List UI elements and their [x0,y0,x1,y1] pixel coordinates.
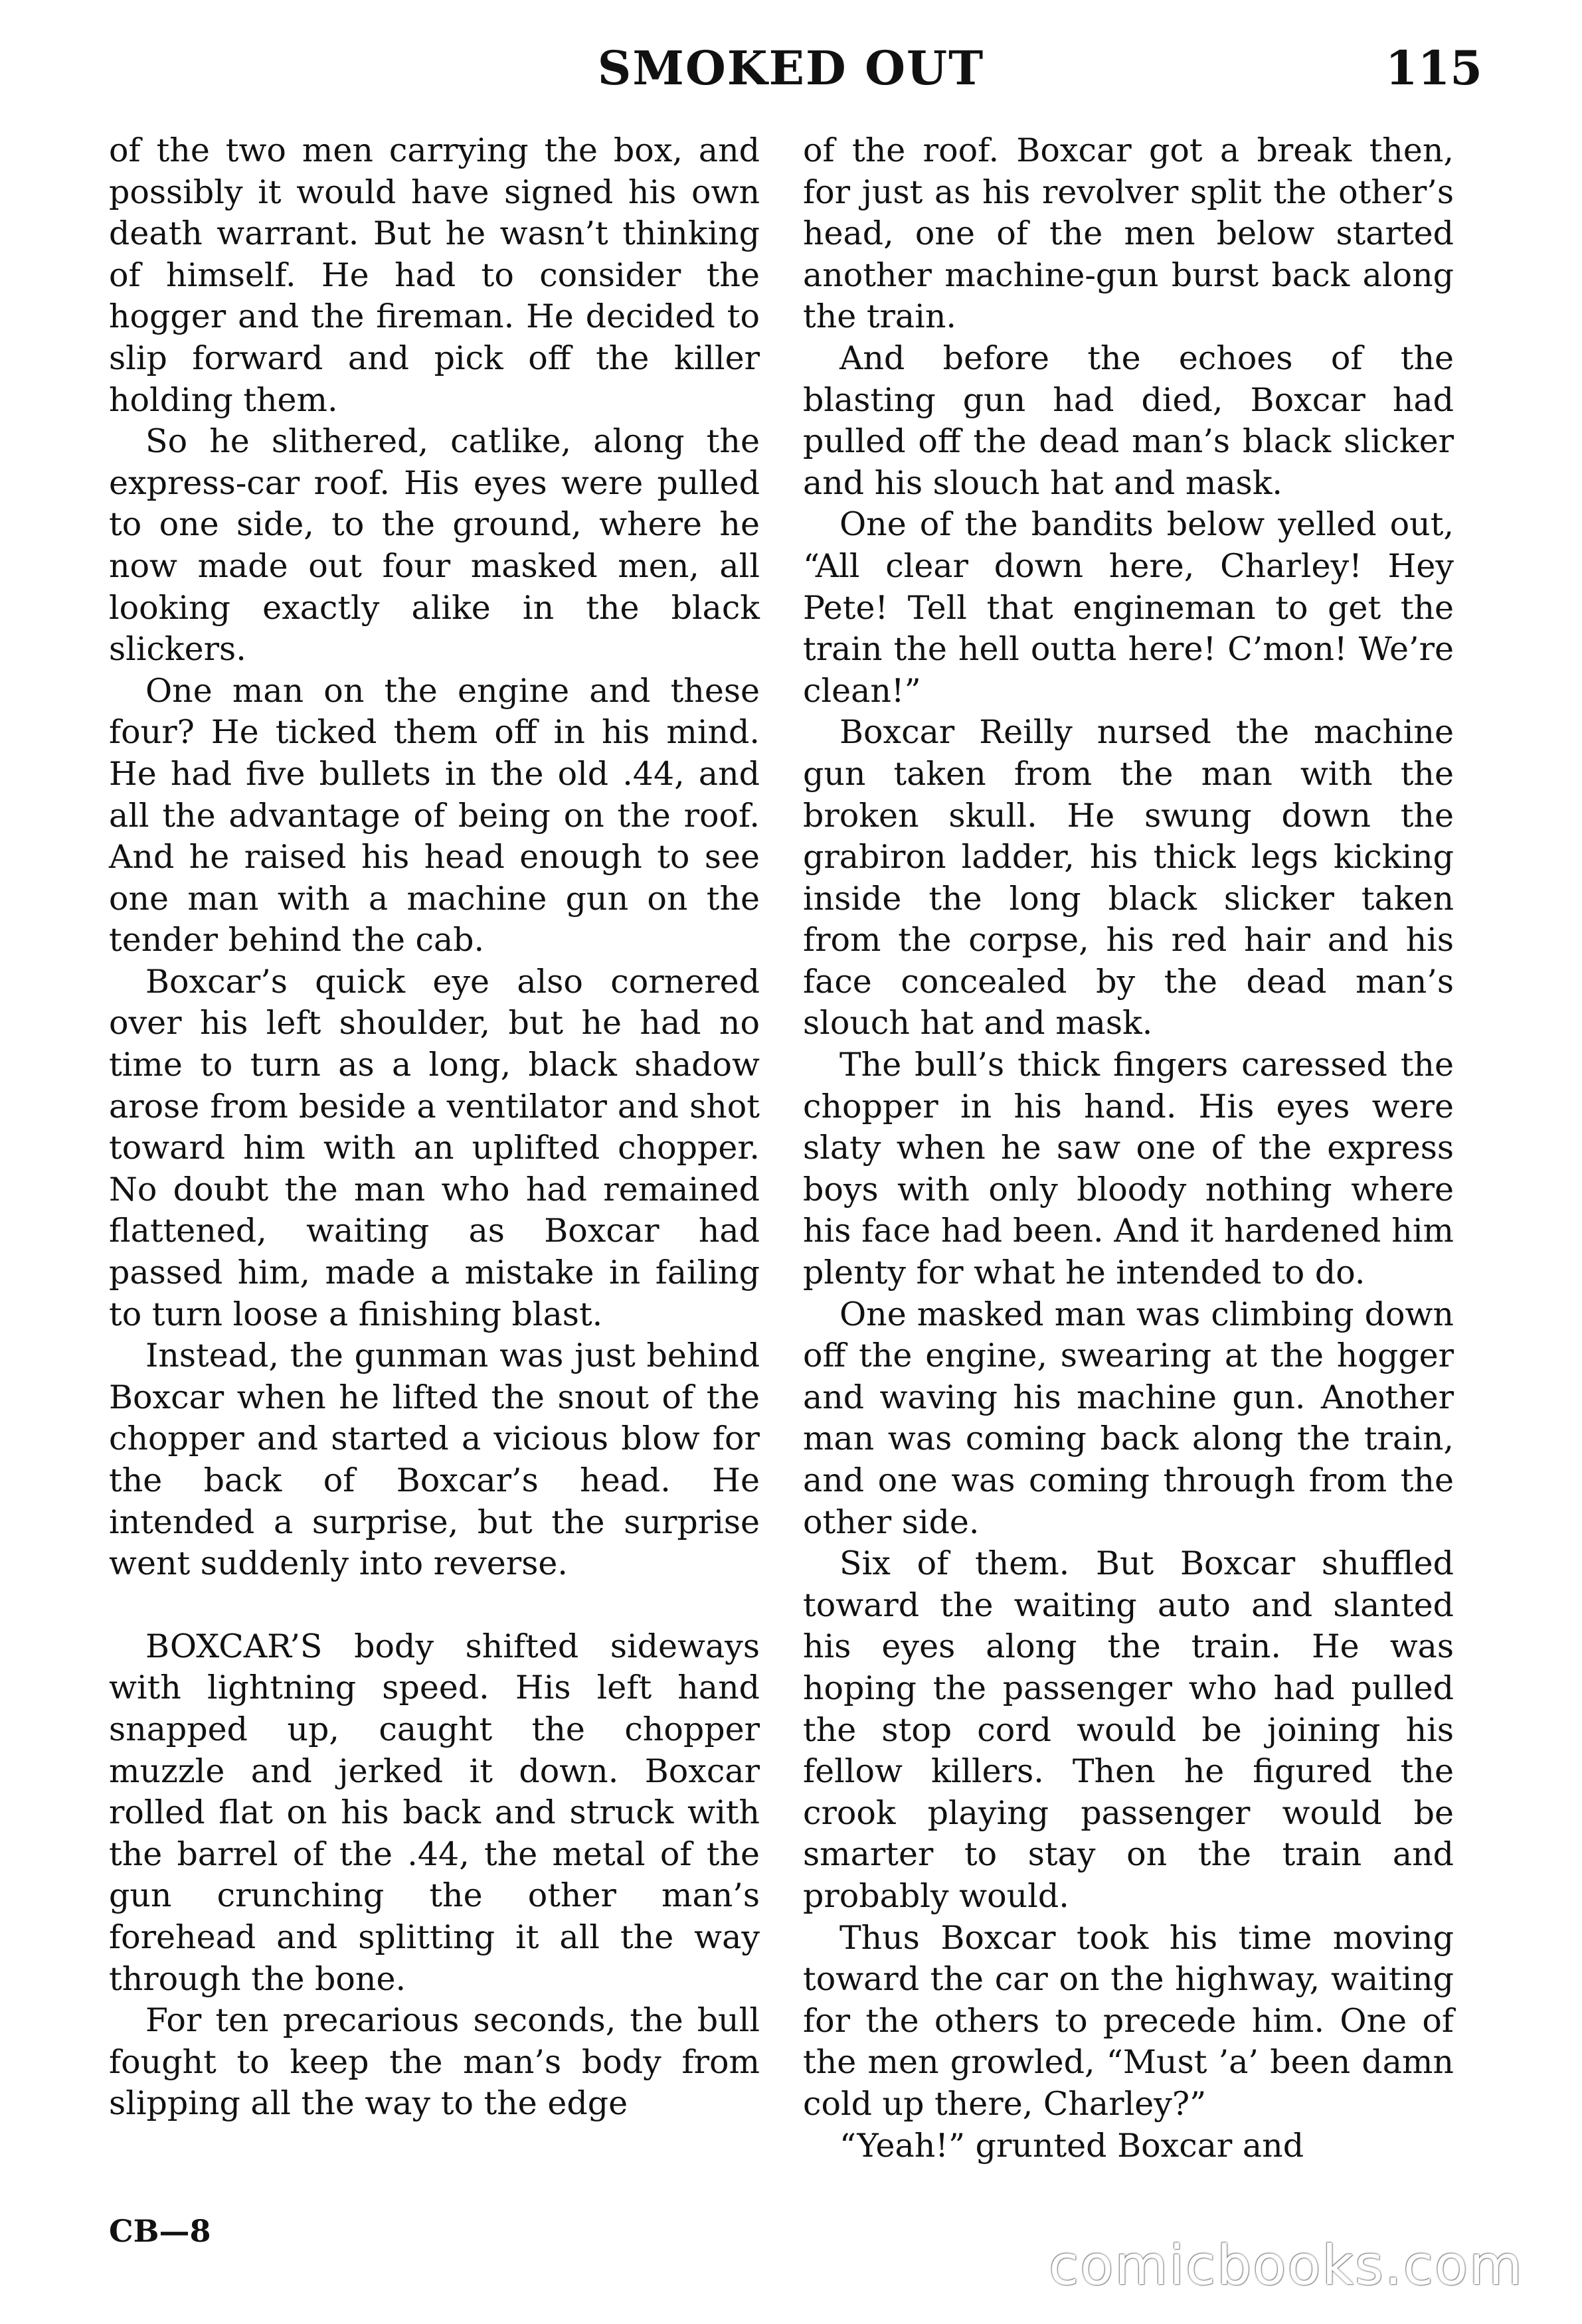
page-number: 115 [1385,41,1482,96]
signature-code: CB—8 [109,2213,211,2249]
paragraph: For ten precarious seconds, the bull fought to keep the man’s body from slipping all the way to the edge [109,2001,760,2123]
text-column-right [803,130,1454,2167]
paragraph: Six of them. But Boxcar shuffled toward the waiting auto and slanted his eyes along the train. He was hoping the passenger who had pulled the stop cord would be joining his fellow killers. Then he figured the crook playing passenger would be smarter to stay on the train and probably would. [803,1544,1454,1915]
paragraph: “Yeah!” grunted Boxcar and [839,2126,1304,2165]
paragraph: So he slithered, catlike, along the express-car roof. His eyes were pulled to one side, to the ground, where he now made out four masked men, all looking exactly alike in the black slickers. [109,422,760,669]
paragraph: One masked man was climbing down off the engine, swearing at the hogger and waving his machine gun. Another man was coming back along the train, and one was coming through from the other side. [803,1295,1454,1541]
paragraph: Boxcar’s quick eye also cornered over his left shoulder, but he had no time to turn as a long, black shadow arose from beside a ventilator and shot toward him with an uplifted chopper. No doubt the man who had remained flattened, waiting as Boxcar had passed him, made a mistake in failing to turn loose a finishing blast. [109,962,760,1333]
paragraph: The bull’s thick fingers caressed the chopper in his hand. His eyes were slaty when he saw one of the express boys with only bloody nothing where his face had been. And it hardened him plenty for what he intended to do. [803,1046,1454,1292]
watermark: comicbooks.com [1049,2234,1524,2297]
paragraph: One of the bandits below yelled out, “All clear down here, Charley! Hey Pete! Tell that engineman to get the train the hell outta here! C’mon! We’re clean!” [803,505,1454,710]
paragraph: Instead, the gunman was just behind Boxcar when he lifted the snout of the chopper and started a vicious blow for the back of Boxcar’s head. He intended a surprise, but the surprise went suddenly into reverse. [109,1337,760,1583]
paragraph: Thus Boxcar took his time moving toward the car on the highway, waiting for the others to precede him. One of the men growled, “Must ’a’ been damn cold up there, Charley?” [803,1918,1454,2123]
section-start-paragraph: BOXCAR’S body shifted sideways with lightning speed. His left hand snapped up, caught the chopper muzzle and jerked it down. Boxcar rolled flat on his back and struck with the barrel of the .44, the metal of the gun crunching the other man’s forehead and splitting it all the way through the bone. [109,1627,760,1998]
paragraph: of the roof. Boxcar got a break then, for just as his revolver split the other’s head, one of the men below started another machine-gun burst back along the train. [803,131,1454,336]
paragraph: Boxcar Reilly nursed the machine gun taken from the man with the broken skull. He swung down the grabiron ladder, his thick legs kicking inside the long black slicker taken from the corpse, his red hair and his face concealed by the dead man’s slouch hat and mask. [803,713,1454,1042]
paragraph: And before the echoes of the blasting gun had died, Boxcar had pulled off the dead man’s black slicker and his slouch hat and mask. [803,339,1454,502]
running-title: SMOKED OUT [597,41,985,96]
text-column-left [109,130,760,2125]
paragraph: of the two men carrying the box, and possibly it would have signed his own death warrant. But he wasn’t thinking of himself. He had to consider the hogger and the fireman. He decided to slip forward and pick off the killer holding them. [109,131,760,419]
paragraph: One man on the engine and these four? He ticked them off in his mind. He had five bullets in the old .44, and all the advantage of being on the roof. And he raised his head enough to see one man with a machine gun on the tender behind the cab. [109,671,760,959]
